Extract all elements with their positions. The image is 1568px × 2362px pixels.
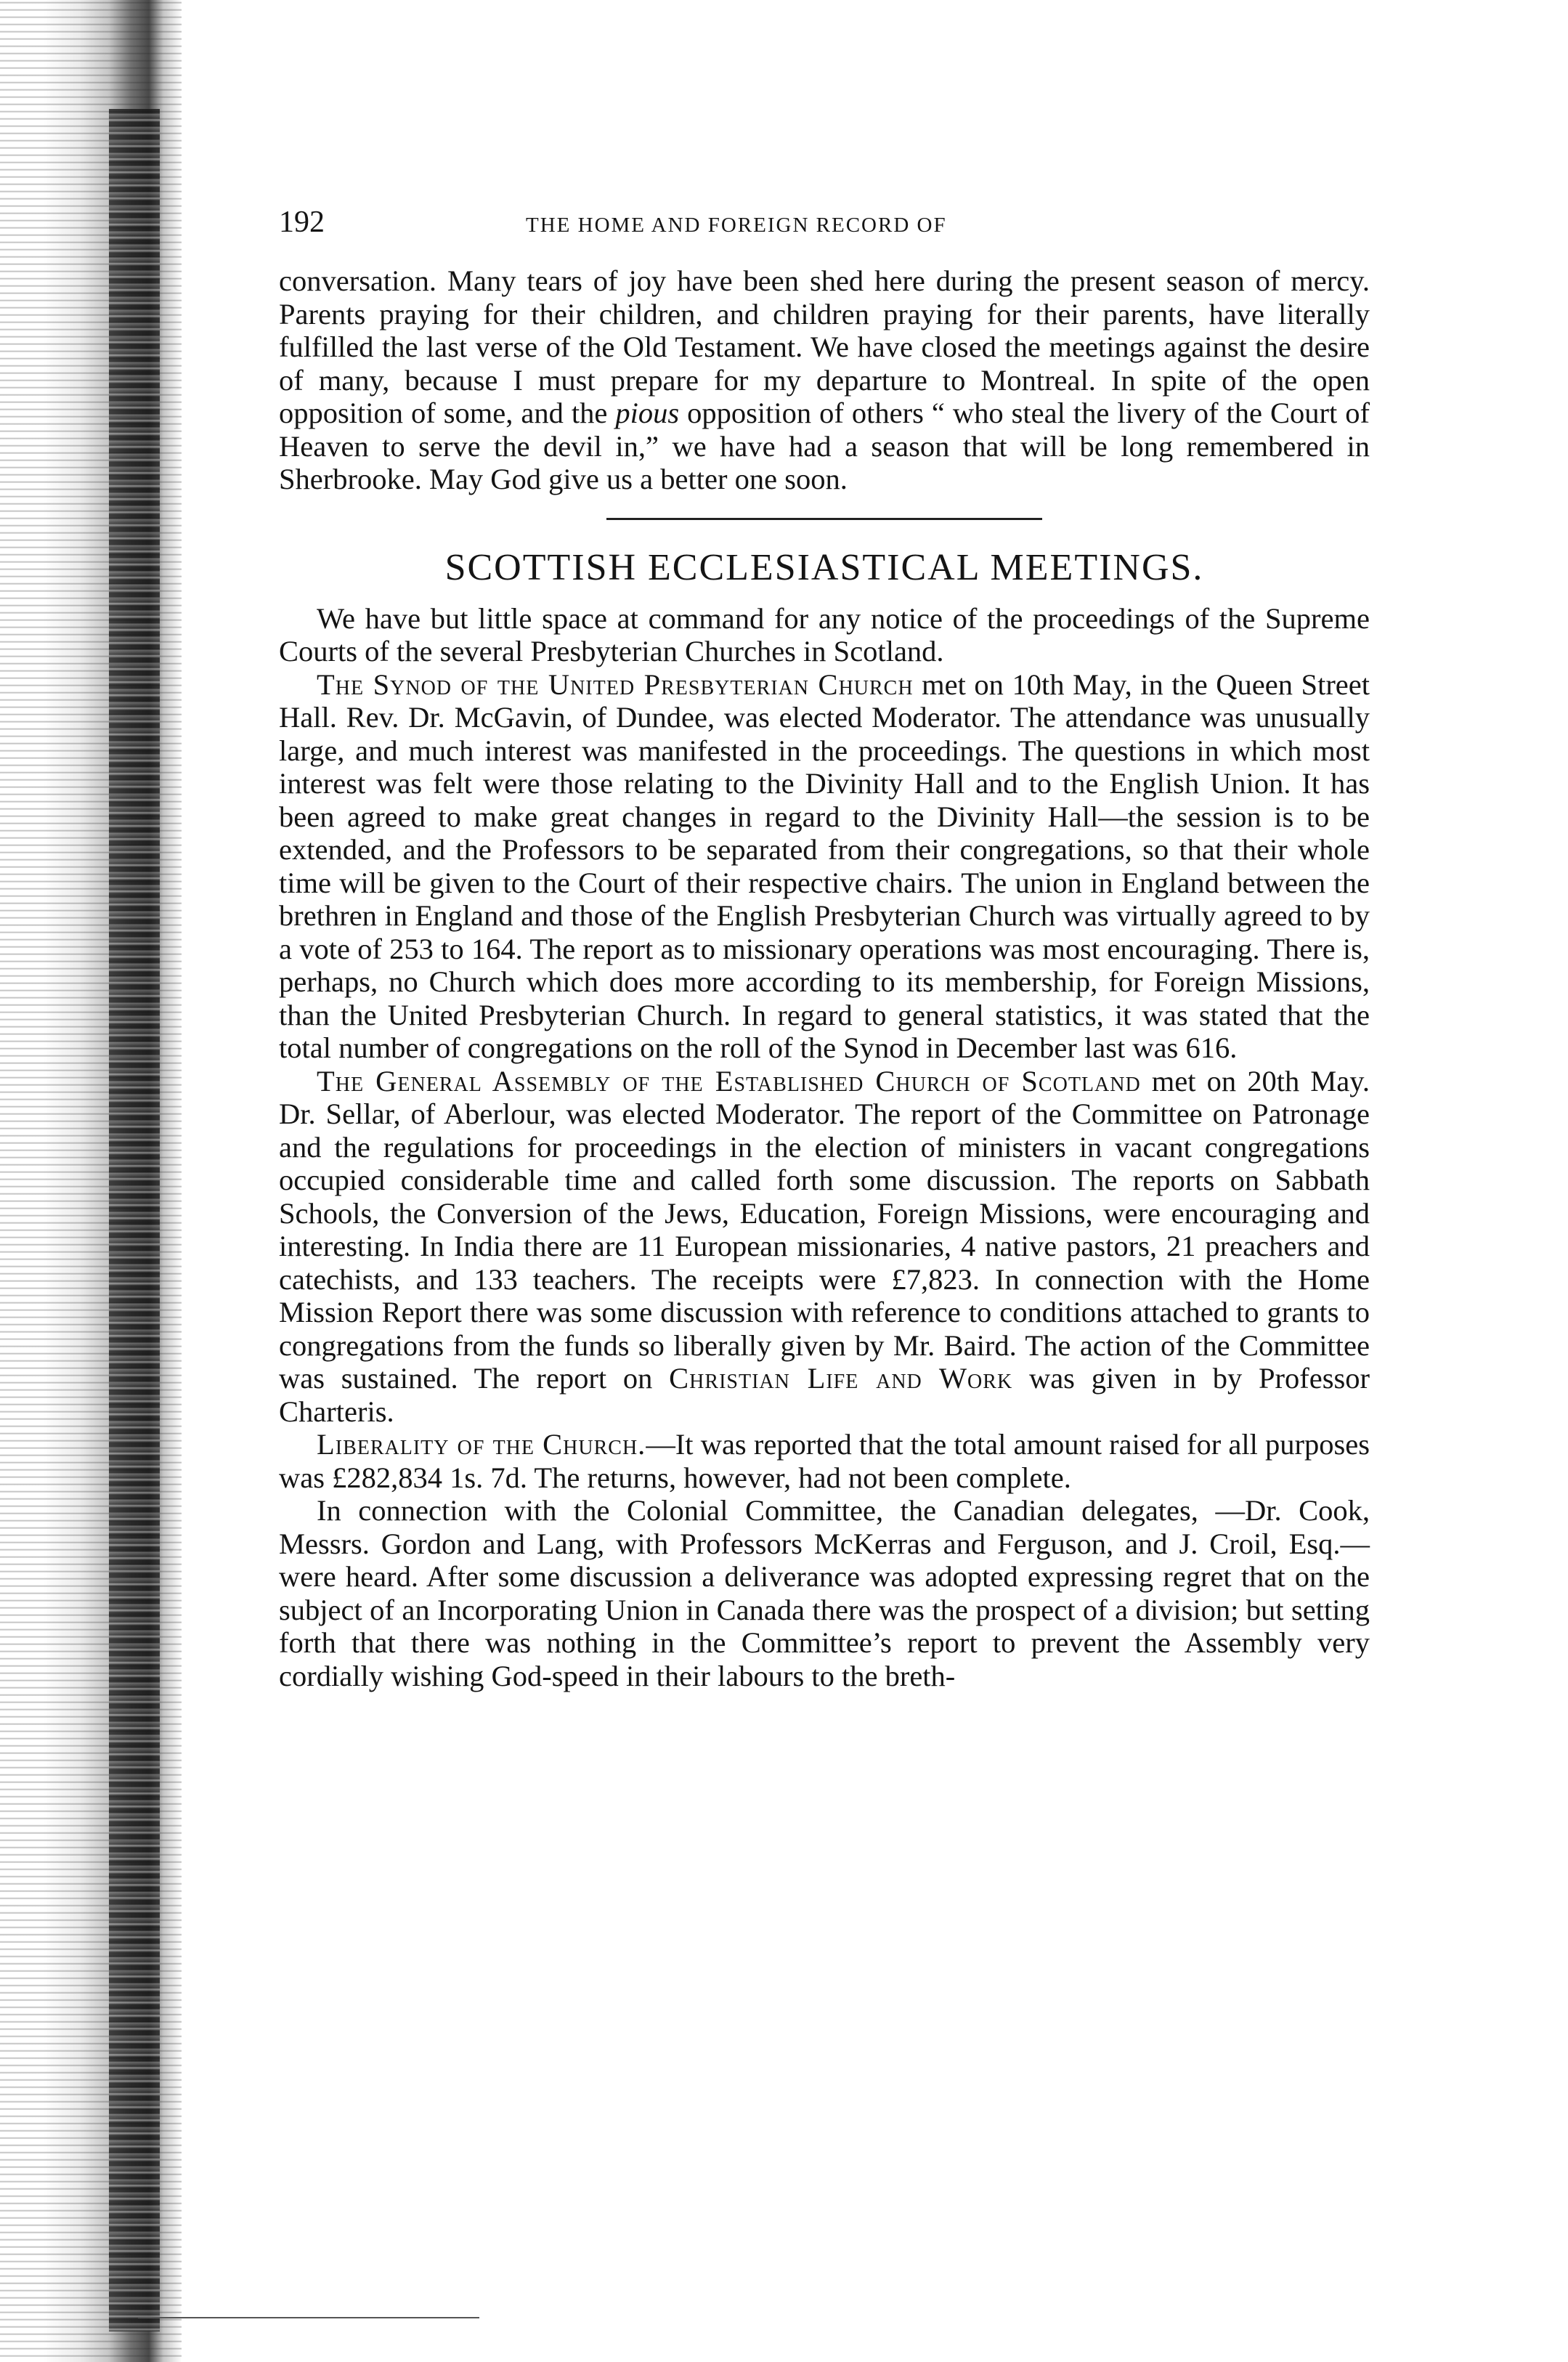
page-number: 192 <box>279 206 325 239</box>
paragraph-notice: We have but little space at command for any notice of the proceedings of the Supreme Courts of the several Presbyterian Churches in Scotland. <box>279 601 1370 667</box>
paragraph-liberality <box>279 1428 1370 1494</box>
running-head: THE HOME AND FOREIGN RECORD OF <box>526 214 947 237</box>
scan-binding-strip <box>109 109 160 2331</box>
intro-italic-word: pious <box>615 397 680 429</box>
smallcaps-phrase: Christian Life and Work <box>669 1362 1013 1395</box>
page <box>279 205 1370 1692</box>
intro-paragraph <box>279 264 1370 496</box>
scan-footer-mark <box>138 2317 479 2318</box>
paragraph-lead: The General Assembly of the Established Church of Scotland <box>317 1064 1141 1097</box>
page-header <box>279 205 1370 248</box>
paragraph-body: —It was reported that the total amount raised for all purposes was £282,834 1s. 7d. The returns, however, had not been complete. <box>279 1428 1370 1494</box>
intro-tail: opposition of others “ who steal the livery of the Court of Heaven to serve the devil in,” we have had a season that will be long remembered in Sherbrooke. May God give us a better one soon. <box>279 397 1370 495</box>
paragraph-lead: The Synod of the United Presbyterian Church <box>317 667 914 701</box>
paragraph-body: met on 20th May. Dr. Sellar, of Aberlour, was elected Moderator. The report of the Committee on Patronage and the regulations for proceedings in the election of ministers in vacant congregations occupied considerable time and called forth some discussion. The reports on Sabbath Schools, the Conversion of the Jews, Education, Foreign Missions, were encouraging and interesting. In India there are 11 European missionaries, 4 native pastors, 21 preachers and catechists, and 133 teachers. The receipts were £7,823. In connection with the Home Mission Report there was some discussion with reference to conditions attached to grants to congregations from the funds so liberally given by Mr. Baird. The action of the Committee was sustained. The report on <box>279 1064 1370 1395</box>
intro-text: conversation. Many tears of joy have been shed here during the present season of mercy. Parents praying for their children, and children praying for their parents, have literally fulfilled the last verse of the Old Testament. We have closed the meetings against the desire of many, because I must prepare for my departure to Montreal. In spite of the open opposition of some, and the <box>279 264 1370 429</box>
paragraph-united-presbyterian <box>279 668 1370 1065</box>
paragraph-tail: was given in by Professor Charteris. <box>279 1362 1370 1428</box>
paragraph-body: met on 10th May, in the Queen Street Hall. Rev. Dr. McGavin, of Dundee, was elected Moderator. The attendance was unusually large, and much interest was manifested in the proceedings. The questions in which most interest was felt were those relating to the Divinity Hall and to the English Union. It has been agreed to make great changes in regard to the Divinity Hall—the session is to be extended, and the Professors to be separated from their congregations, so that their whole time will be given to the Court of their respective chairs. The union in England between the brethren in England and those of the English Presbyterian Church was virtually agreed to by a vote of 253 to 164. The report as to missionary operations was most encouraging. There is, perhaps, no Church which does more according to its membership, for Foreign Missions, than the United Presbyterian Church. In regard to general statistics, it was stated that the total number of congregations on the roll of the Synod in December last was 616. <box>279 667 1370 1064</box>
paragraph-general-assembly <box>279 1065 1370 1429</box>
section-title: SCOTTISH ECCLESIASTICAL MEETINGS. <box>444 546 1204 588</box>
paragraph-colonial-committee: In connection with the Colonial Committee, the Canadian delegates, —Dr. Cook, Messrs. Gordon and Lang, with Professors McKerras and Ferguson, and J. Croil, Esq.—were heard. After some discussion a deliverance was adopted expressing regret that on the subject of an Incorporating Union in Canada there was the prospect of a division; but setting forth that there was nothing in the Committee’s report to prevent the Assembly very cordially wishing God-speed in their labours to the breth- <box>279 1494 1370 1692</box>
paragraph-lead: Liberality of the Church. <box>317 1428 646 1461</box>
section-divider <box>606 518 1042 520</box>
